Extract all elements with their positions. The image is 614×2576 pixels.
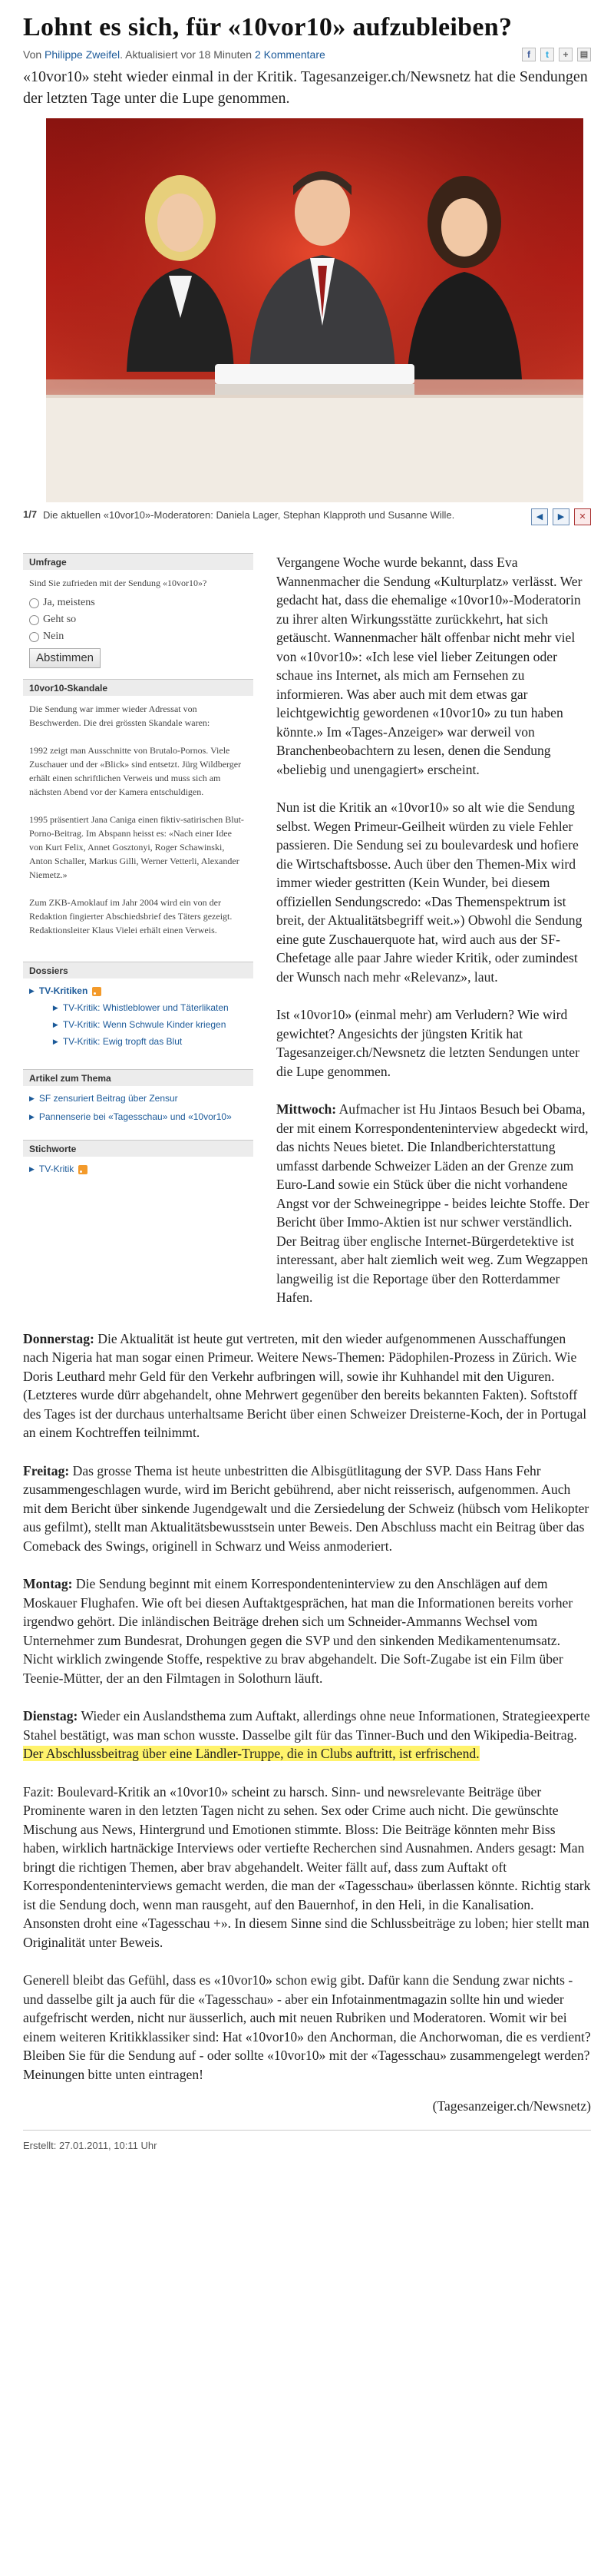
vote-button[interactable]: Abstimmen [29, 648, 101, 668]
article-lead: «10vor10» steht wieder einmal in der Kritik. Tagesanzeiger.ch/Newsnetz hat die Sendungen der letzten Tage unter die Lupe genommen. [23, 68, 588, 107]
dossiers-heading: Dossiers [23, 962, 253, 978]
skandale-heading: 10vor10-Skandale [23, 679, 253, 696]
gallery-photo[interactable] [46, 118, 583, 502]
day-label: Freitag: [23, 1462, 70, 1478]
created-timestamp: Erstellt: 27.01.2011, 10:11 Uhr [23, 2130, 591, 2156]
article-body-full [23, 1329, 591, 2156]
poll-heading: Umfrage [23, 553, 253, 570]
related-box [23, 1069, 253, 1140]
day-paragraph-mittwoch [276, 1100, 591, 1307]
bullet-icon: ▶ [29, 1165, 35, 1173]
radio-button[interactable] [29, 632, 39, 642]
next-arrow-icon[interactable]: ▶ [553, 508, 569, 525]
highlighted-text: Der Abschlussbeitrag über eine Ländler-Truppe, die in Clubs auftritt, ist erfrischend. [23, 1746, 480, 1761]
bullet-icon: ▶ [52, 1021, 58, 1028]
gallery-nav [531, 508, 591, 525]
bullet-icon: ▶ [52, 1004, 58, 1012]
day-paragraph [23, 1462, 591, 1556]
day-paragraph-dienstag [23, 1707, 591, 1763]
skandale-text: 1992 zeigt man Ausschnitte von Brutalo-Pornos. Viele Zuschauer und der «Blick» sind entsetzt. Jürg Wildberger erhält einen schriftlichen Verweis und muss sich am nächsten Abend vor der Kamera entschuldigen. [29, 745, 242, 797]
skandale-text: Die Sendung war immer wieder Adressat von Beschwerden. Die drei grössten Skandale waren: [29, 704, 210, 728]
keyword-link[interactable]: TV-Kritik [38, 1164, 74, 1174]
poll-option[interactable] [29, 628, 247, 645]
body-paragraph: Nun ist die Kritik an «10vor10» so alt wie die Sendung selbst. Wegen Primeur-Geilheit würden zu viele Fehler passieren. Die Sendung sei zu boulevardesk und hofiere die Wirtschaftsbosse. Auch über den Themen-Mix wird immer wieder gestritten (Kein Wunder, bei diesem offiziellen Sendungscredo: «Das Themenspektrum ist breit, der Aktualitätsbegriff weit.») Obwohl die Sendung eine gute Zuschauerquote hat, wird auch aus der SF-Chefetage alle paar Jahre wieder Kritik, oder zumindest der Wunsch nach mehr «Relevanz», laut. [276, 800, 583, 985]
twitter-icon[interactable]: t [540, 48, 554, 61]
bullet-icon: ▶ [29, 1113, 35, 1121]
article-source: (Tagesanzeiger.ch/Newsnetz) [432, 2098, 591, 2114]
rss-icon[interactable] [92, 987, 101, 996]
article-body-column [276, 553, 591, 1326]
day-paragraph [23, 1329, 591, 1442]
share-icon[interactable]: + [559, 48, 573, 61]
content-columns [23, 553, 591, 1326]
radio-button[interactable] [29, 615, 39, 625]
poll-option-label: Ja, meistens [43, 597, 95, 608]
poll-option-label: Geht so [43, 614, 77, 625]
dossier-main-link[interactable]: TV-Kritiken [38, 985, 88, 996]
skandale-text: 1995 präsentiert Jana Caniga einen fiktiv-satirischen Blut-Porno-Beitrag. Im Abspann heisst es: «Nach einer Idee von Kurt Felix, Annet Gosztonyi, Roger Schawinski, Anton Schaller, Markus Gilli, Werner Vetterli, Alexander Niemetz.» [29, 814, 244, 880]
closing-paragraph: Fazit: Boulevard-Kritik an «10vor10» scheint zu harsch. Sinn- und newsrelevante Beiträge über Prominente waren in den letzten Tagen nicht zu sehen. Sex oder Crime auch nicht. Die gewünschte Mischung aus News, Hintergrund und Emotionen stimmte. Bloss: Die Beiträge könnten mehr Biss haben, wirklich hartnäckige Interviews oder vertiefte Recherchen sind Ausnahmen. Anders gesagt: Man bringt die richtigen Themen, aber brav abgehandelt. Weiter fällt auf, dass zum Auftakt oft Korrespondenteninterviews gemacht werden, die man der «Tagesschau» überlassen könnte. Richtig stark ist die Sendung doch, wenn man rausgeht, auf den Bauernhof, in den Heli, in die Kanalisation. Ansonsten droht eine «Tagesschau +». In diesem Sinne sind die Schlussbeiträge zu loben; hier stellt man Originalität unter Beweis. [23, 1783, 591, 1950]
radio-button[interactable] [29, 598, 39, 608]
day-text: Aufmacher ist Hu Jintaos Besuch bei Obama, der mit einem Korrespondenteninterview abgedeckt wird, das nichts Neues bietet. Die Inlandberichterstattung umfasst darbende Schweizer Läden an der Grenze zum Euro-Land sowie ein Stück über die nicht vorhandene Angst vor der Schweinegrippe - beides leichte Stoffe. Der Bericht über Immo-Aktien ist nur schwer verständlich. Der Beitrag über englische Internet-Bürgerdetektive ist interessant, aber halt ziemlich weit weg. Zum Wegzappen langweilig ist die Reportage über den Rotterdammer Hafen. [276, 1101, 589, 1305]
dossiers-box [23, 962, 253, 1069]
sidebar [23, 553, 253, 1326]
poll-box [23, 553, 253, 679]
day-label: Montag: [23, 1576, 73, 1591]
article-title: Lohnt es sich, für «10vor10» aufzubleiben? [23, 13, 513, 41]
author-link[interactable]: Philippe Zweifel [45, 48, 120, 61]
rss-icon[interactable] [78, 1165, 87, 1174]
poll-option-label: Nein [43, 631, 64, 642]
keywords-heading: Stichworte [23, 1140, 253, 1157]
poll-question: Sind Sie zufrieden mit der Sendung «10vor10»? [29, 578, 207, 588]
dossier-link[interactable]: TV-Kritik: Wenn Schwule Kinder kriegen [62, 1019, 226, 1030]
bullet-icon: ▶ [29, 987, 35, 995]
gallery-caption: Die aktuellen «10vor10»-Moderatoren: Daniela Lager, Stephan Klapproth und Susanne Wille. [43, 509, 455, 521]
body-paragraph: Vergangene Woche wurde bekannt, dass Eva Wannenmacher die Sendung «Kulturplatz» verlässt. Wer gedacht hat, dass die ehemalige «10vor10»-Moderatorin zu ihrer alten Wirkungsstätte zurückkehrt, hat sich getäuscht. Wannenmacher hält offenbar nicht mehr viel von «10vor10»: «Ich lese viel lieber Zeitungen oder schaue ins Internet, als mich am Fernsehen zu informieren. Was aber auch mit dem etwas gar leichtgewichtig gewordenen «10vor10» zu tun haben könnte.» Im «Tages-Anzeiger» war derweil von Branchenbeobachtern zu lesen, denen die Sendung «beliebig und unengagiert» erscheint. [276, 555, 583, 777]
facebook-icon[interactable]: f [522, 48, 536, 61]
day-text: Wieder ein Auslandsthema zum Auftakt, allerdings ohne neue Informationen, Strategieexperte Stahel bestätigt, was man schon wusste. Dasselbe gilt für das Tinner-Buch und den Wikipedia-Beitrag. [23, 1708, 590, 1743]
prev-arrow-icon[interactable]: ◀ [531, 508, 548, 525]
gallery-caption-bar [23, 508, 591, 547]
related-link[interactable]: Pannenserie bei «Tagesschau» und «10vor10» [38, 1111, 232, 1122]
bullet-icon: ▶ [29, 1094, 35, 1102]
byline [23, 48, 591, 61]
gallery-counter: 1/7 [23, 508, 38, 520]
day-text: Die Sendung beginnt mit einem Korrespondenteninterview zu den Anschlägen auf dem Moskauer Flughafen. Wie oft bei diesen Auftaktgesprächen, hat man die Informationen bereits vorher irgendwo gehört. Die inländischen Beiträge drehen sich um Schneider-Ammanns Wechsel vom Unternehmer zum Bundesrat, Drohungen gegen die SVP und den sinkenden Medikamentenumsatz. Nicht wirklich zwingende Stoffe, respektive zu brav abgehandelt. Die Soft-Zugabe ist ein Film über Teenie-Mütter, der an den Filmtagen in Solothurn läuft. [23, 1576, 573, 1686]
poll-option[interactable] [29, 611, 247, 628]
share-icons [522, 48, 591, 61]
dossier-link[interactable]: TV-Kritik: Whistleblower und Täterlikaten [62, 1002, 229, 1013]
dossier-link[interactable]: TV-Kritik: Ewig tropft das Blut [62, 1036, 183, 1047]
byline-prefix: Von [23, 48, 42, 61]
related-heading: Artikel zum Thema [23, 1069, 253, 1086]
updated-text: . Aktualisiert vor 18 Minuten [120, 48, 253, 61]
skandale-box [23, 679, 253, 962]
bullet-icon: ▶ [52, 1038, 58, 1045]
keywords-box [23, 1140, 253, 1192]
print-icon[interactable]: ▤ [577, 48, 591, 61]
day-label: Dienstag: [23, 1708, 78, 1723]
body-paragraph: Ist «10vor10» (einmal mehr) am Verludern? Wie wird gewichtet? Angesichts der jüngsten Kritik hat Tagesanzeiger.ch/Newsnetz die letzten Sendungen unter die Lupe genommen. [276, 1007, 579, 1079]
day-text: Die Aktualität ist heute gut vertreten, mit den wieder aufgenommenen Ausschaffungen nach Nigeria hat man sogar einen Primeur. Weitere News-Themen: Pädophilen-Prozess in Zürich. Wie Doris Leuthard mehr Geld für den Verkehr aufbringen will, sowie ihr Kuhhandel mit den Uiguren. (Letzteres wurde dürr abgehandelt, ohne Mehrwert gegenüber den bereits bekannten Fakten). Softstoff des Tages ist der durchaus unterhaltsame Bericht über einen Schweizer Dreisterne-Koch, der in Portugal an einem Kochtreffen teilnimmt. [23, 1330, 587, 1440]
poll-option[interactable] [29, 594, 247, 611]
day-text: Das grosse Thema ist heute unbestritten die Albisgütlitagung der SVP. Dass Hans Fehr zusammengeschlagen wurde, wird im Bericht gebührend, aber nicht reisserisch, aufgenommen. Auch mit dem Bericht über sinkende Jugendgewalt und die Zersiedelung der Schweiz (hübsch vom Helikopter aus gefilmt), stellt man Aktualitätsbewusstsein unter Beweis. Den Abschluss macht ein Beitrag über das Comeback des Swings, originell in Schwarz und Weiss anmoderiert. [23, 1462, 589, 1554]
related-link[interactable]: SF zensuriert Beitrag über Zensur [38, 1093, 178, 1104]
day-label: Donnerstag: [23, 1330, 94, 1346]
comments-link[interactable]: 2 Kommentare [254, 48, 325, 61]
closing-paragraph: Generell bleibt das Gefühl, dass es «10vor10» schon ewig gibt. Dafür kann die Sendung zwar nichts - und dasselbe gilt ja auch für die «Tagesschau» - aber ein Infotainmentmagazin sollte hin und wieder aufgefrischt werden, nicht nur äusserlich, auch mit neuen Rubriken und Moderatoren. Womit wir bei einem weiteren Kritikklassiker sind: Hat «10vor10» den Anchorman, die Anchorwoman, die es verdient? Bleiben Sie für die Sendung auf - oder sollte «10vor10» mit der «Tagesschau» zusammengelegt werden? Meinungen bitte unten eintragen! [23, 1972, 591, 2082]
presenters-photo [46, 118, 583, 502]
close-icon[interactable]: ✕ [574, 508, 591, 525]
skandale-text: Zum ZKB-Amoklauf im Jahr 2004 wird ein von der Redaktion fingierter Abschiedsbrief des Täters gezeigt. Redaktionsleiter Klaus Vielei erhält einen Verweis. [29, 897, 233, 935]
day-paragraph [23, 1574, 591, 1687]
day-label: Mittwoch: [276, 1101, 337, 1117]
